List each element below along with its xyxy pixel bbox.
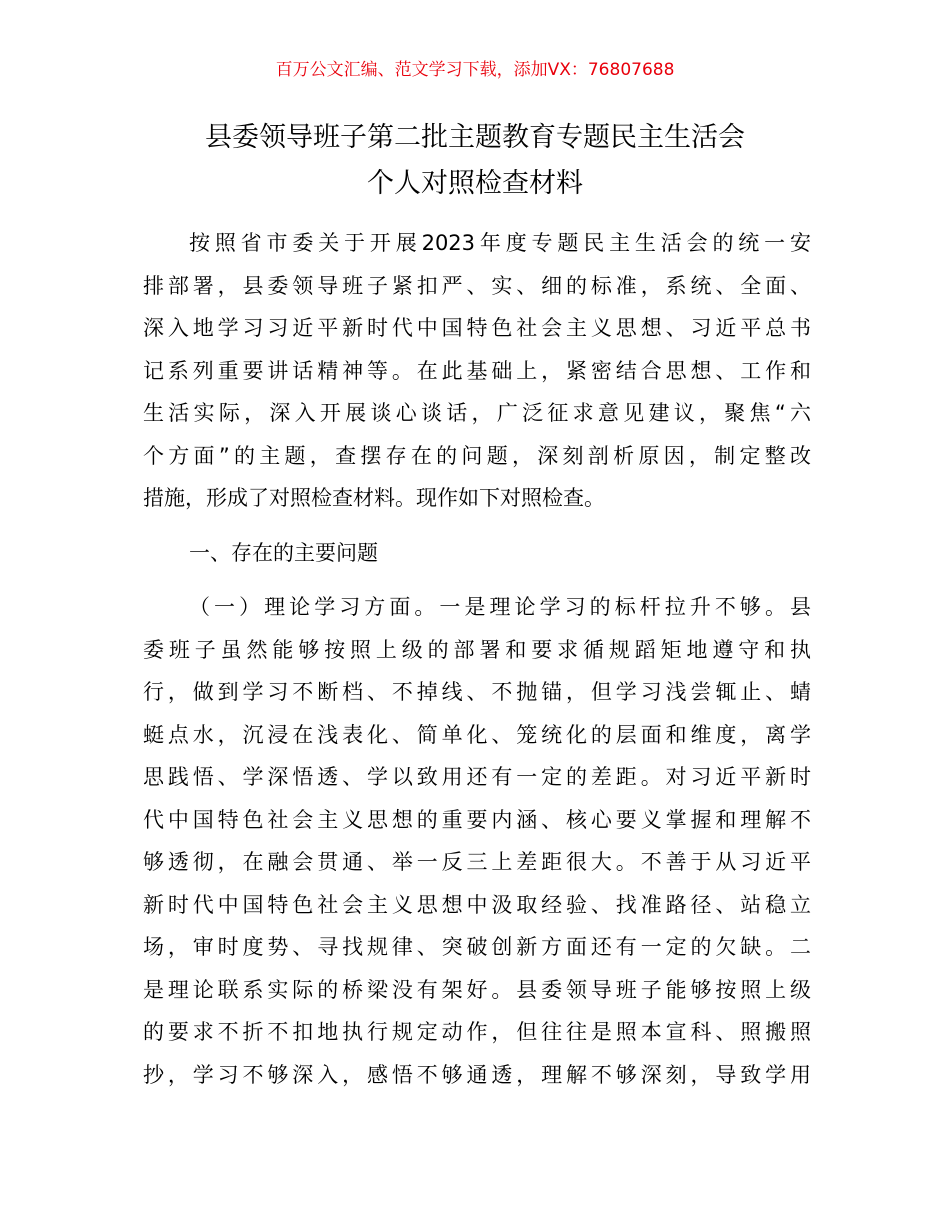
paragraph-gap [143, 520, 811, 532]
paragraph-line: 是理论联系实际的桥梁没有架好。县委领导班子能够按照上级 [143, 977, 811, 1002]
paragraph-gap [143, 574, 811, 586]
document-title-line-1: 县委领导班子第二批主题教育专题民主生活会 [205, 122, 745, 153]
paragraph-line: 生活实际，深入开展谈心谈话，广泛征求意见建议，聚焦“六 [143, 401, 811, 425]
paragraph-line: 行，做到学习不断档、不掉线、不抛锚，但学习浅尝辄止、蜻 [143, 680, 811, 704]
document-title-line-2: 个人对照检查材料 [367, 168, 583, 199]
paragraph-line: 新时代中国特色社会主义思想中汲取经验、找准路径、站稳立 [143, 892, 811, 917]
paragraph-line: 蜓点水，沉浸在浅表化、简单化、笼统化的层面和维度，离学 [143, 722, 811, 747]
paragraph-line: 按照省市委关于开展2023年度专题民主生活会的统一安 [189, 231, 811, 255]
watermark-banner: 百万公文汇编、范文学习下载，添加VX：76807688 [275, 60, 675, 80]
section-heading: 一、存在的主要问题 [189, 540, 378, 565]
intro-paragraph [143, 222, 811, 520]
paragraph-line: 委班子虽然能够按照上级的部署和要求循规蹈矩地遵守和执 [143, 637, 811, 662]
paragraph-line: 场，审时度势、寻找规律、突破创新方面还有一定的欠缺。二 [143, 935, 811, 959]
paragraph-line: 深入地学习习近平新时代中国特色社会主义思想、习近平总书 [143, 316, 811, 340]
paragraph-line: 个方面”的主题，查摆存在的问题，深刻剖析原因，制定整改 [143, 443, 811, 468]
paragraph-line: （一）理论学习方面。一是理论学习的标杆拉升不够。县 [189, 595, 811, 619]
paragraph-line: 够透彻，在融会贯通、举一反三上差距很大。不善于从习近平 [143, 850, 811, 874]
paragraph-line: 排部署，县委领导班子紧扣严、实、细的标准，系统、全面、 [143, 273, 811, 298]
paragraph-line: 措施，形成了对照检查材料。现作如下对照检查。 [143, 486, 605, 510]
theory-study-paragraph [143, 586, 811, 1096]
paragraph-line: 思践悟、学深悟透、学以致用还有一定的差距。对习近平新时 [143, 765, 811, 789]
paragraph-line: 抄，学习不够深入，感悟不够通透，理解不够深刻，导致学用 [143, 1062, 811, 1087]
paragraph-line: 代中国特色社会主义思想的重要内涵、核心要义掌握和理解不 [143, 807, 811, 832]
paragraph-line: 的要求不折不扣地执行规定动作，但往往是照本宣科、照搬照 [143, 1020, 811, 1044]
document-body [143, 222, 811, 1096]
paragraph-line: 记系列重要讲话精神等。在此基础上，紧密结合思想、工作和 [143, 358, 811, 383]
